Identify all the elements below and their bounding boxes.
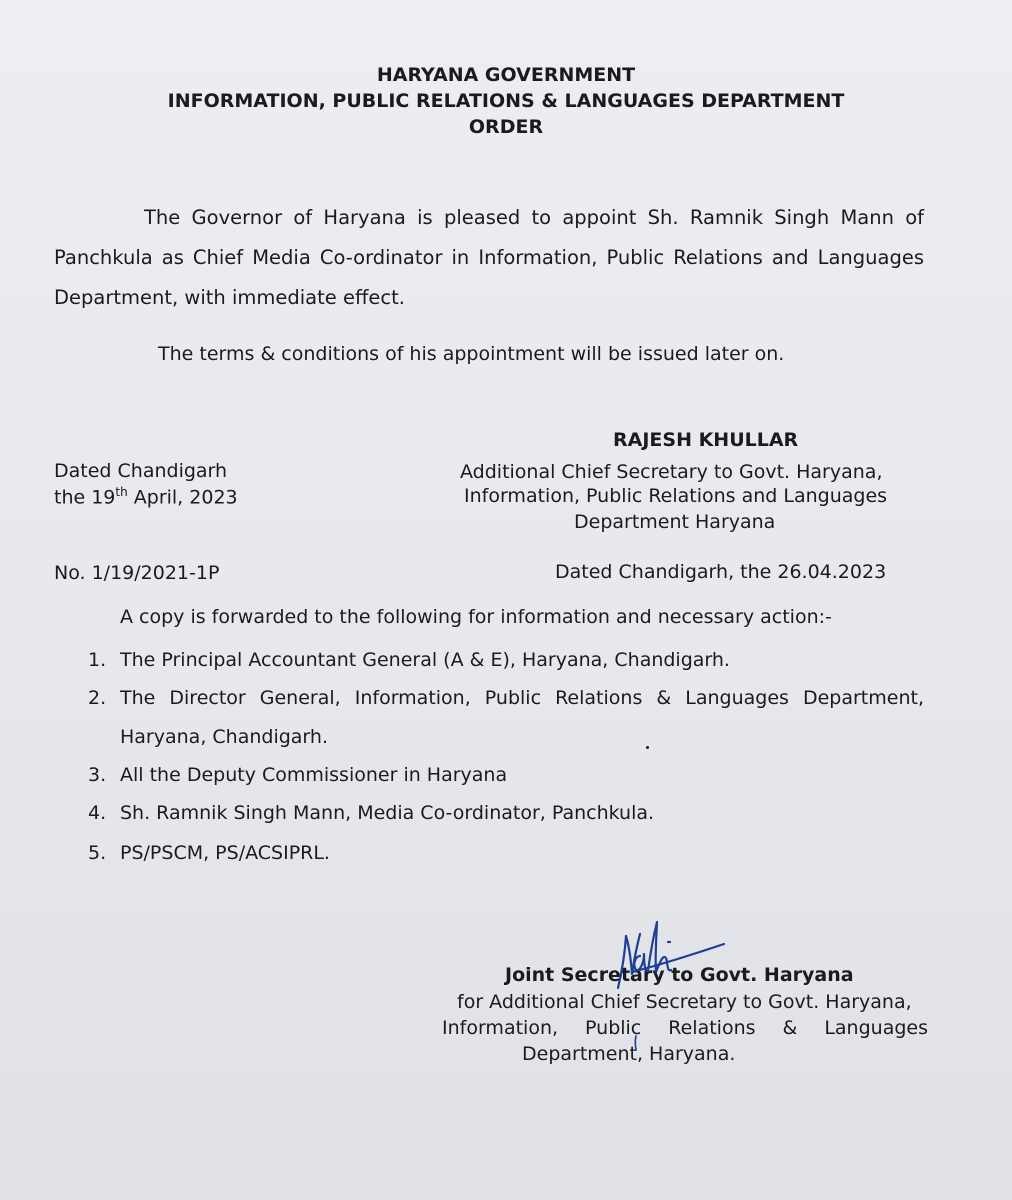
list-item-number: 1. bbox=[88, 649, 107, 671]
signatory-designation-line3: Department Haryana bbox=[574, 511, 776, 533]
list-item-number: 5. bbox=[88, 842, 107, 864]
closing-signatory-title: Joint Secretary to Govt. Haryana bbox=[505, 964, 854, 986]
header-order-title: ORDER bbox=[468, 116, 544, 138]
endorsement-intro: A copy is forwarded to the following for information and necessary action:- bbox=[120, 606, 832, 628]
list-item: The Principal Accountant General (A & E), Haryana, Chandigarh. bbox=[120, 649, 730, 671]
closing-signatory-line1: for Additional Chief Secretary to Govt. Haryana, bbox=[457, 991, 912, 1013]
list-item-number: 2. bbox=[88, 687, 107, 709]
signatory-designation-line2: Information, Public Relations and Languages bbox=[464, 485, 888, 507]
list-item: PS/PSCM, PS/ACSIPRL. bbox=[120, 842, 330, 864]
list-item: The Director General, Information, Public Relations & Languages Department, bbox=[120, 687, 924, 709]
endorsement-date: Dated Chandigarh, the 26.04.2023 bbox=[555, 561, 887, 583]
list-item-continuation: Haryana, Chandigarh. bbox=[120, 726, 328, 748]
list-item: Sh. Ramnik Singh Mann, Media Co-ordinator, Panchkula. bbox=[120, 802, 655, 824]
order-date-place: Dated Chandigarh bbox=[54, 460, 228, 482]
endorsement-number: No. 1/19/2021-1P bbox=[54, 562, 220, 584]
signatory-designation-line1: Additional Chief Secretary to Govt. Haryana, bbox=[460, 461, 883, 483]
order-paragraph-1: The Governor of Haryana is pleased to appoint Sh. Ramnik Singh Mann of Panchkula as Chief Media Co-ordinator in Information, Public Relations and Languages Department, with immediate effect. bbox=[54, 206, 924, 309]
handwritten-signature bbox=[596, 916, 736, 1056]
closing-signatory-line3: Department, Haryana. bbox=[522, 1043, 736, 1065]
ink-dot bbox=[646, 746, 649, 749]
list-item: All the Deputy Commissioner in Haryana bbox=[120, 764, 508, 786]
header-department: INFORMATION, PUBLIC RELATIONS & LANGUAGES DEPARTMENT bbox=[167, 90, 845, 112]
list-item-number: 4. bbox=[88, 802, 107, 824]
header-government: HARYANA GOVERNMENT bbox=[376, 64, 636, 86]
signatory-name: RAJESH KHULLAR bbox=[613, 429, 799, 451]
list-item-number: 3. bbox=[88, 764, 107, 786]
order-date: the 19th April, 2023 bbox=[54, 485, 238, 509]
closing-signatory-line2: Information, Public Relations & Languages bbox=[442, 1017, 928, 1039]
order-paragraph-2: The terms & conditions of his appointment will be issued later on. bbox=[158, 343, 785, 365]
